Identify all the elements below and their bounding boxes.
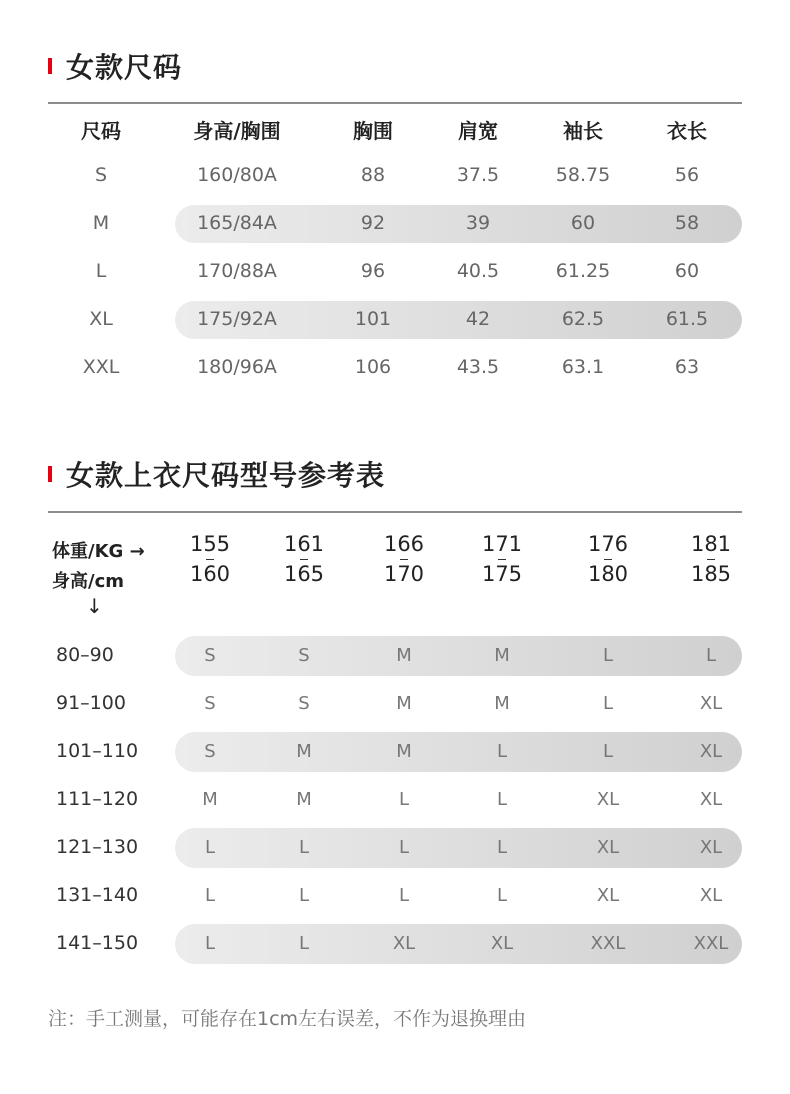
size-cell: L (496, 789, 508, 810)
size-cell: XL (490, 933, 514, 954)
section2-title (48, 454, 385, 494)
size-cell: XXL (693, 933, 729, 954)
size-cell: XL (699, 693, 723, 714)
weight-underline (206, 559, 214, 560)
weight-underline (707, 559, 715, 560)
height-range-label: 141–150 (56, 932, 139, 954)
size-cell: S (204, 645, 216, 666)
column-header: 肩宽 (458, 119, 498, 143)
size-cell: M (396, 645, 412, 666)
weight-value: 176 (587, 532, 629, 556)
weight-value: 181 (690, 532, 732, 556)
height-range-label: 131–140 (56, 884, 139, 906)
table-cell: 43.5 (456, 356, 500, 378)
size-cell: XL (699, 885, 723, 906)
table-cell: 175/92A (197, 308, 277, 330)
table-cell: 42 (465, 308, 491, 330)
height-range-label: 121–130 (56, 836, 139, 858)
size-cell: L (398, 885, 410, 906)
size-label: L (95, 260, 107, 282)
table-cell: 63.1 (561, 356, 605, 378)
table-cell: 170/88A (197, 260, 277, 282)
size-cell: XL (699, 741, 723, 762)
table-cell: 56 (674, 164, 700, 186)
size-cell: M (396, 693, 412, 714)
size-cell: L (298, 837, 310, 858)
height-value: 170 (383, 562, 425, 586)
table-cell: 37.5 (456, 164, 500, 186)
height-range-label: 101–110 (56, 740, 139, 762)
size-cell: XXL (590, 933, 626, 954)
size-cell: XL (699, 789, 723, 810)
size-cell: XL (596, 789, 620, 810)
size-cell: L (602, 645, 614, 666)
row-highlight (175, 636, 742, 676)
table-cell: 160/80A (197, 164, 277, 186)
size-cell: L (496, 885, 508, 906)
size-cell: L (496, 837, 508, 858)
table-cell: 165/84A (197, 212, 277, 234)
table-cell: 61.5 (665, 308, 709, 330)
weight-underline (400, 559, 408, 560)
column-header: 尺码 (81, 119, 121, 143)
weight-underline (498, 559, 506, 560)
size-cell: M (494, 693, 510, 714)
size-cell: XL (596, 837, 620, 858)
table-cell: 58.75 (555, 164, 611, 186)
table-cell: 63 (674, 356, 700, 378)
table-cell: 61.25 (555, 260, 611, 282)
weight-value: 161 (283, 532, 325, 556)
size-cell: M (202, 789, 218, 810)
size-cell: M (396, 741, 412, 762)
row-highlight (175, 924, 742, 964)
height-range-label: 80–90 (56, 644, 114, 666)
column-header: 衣长 (667, 119, 707, 143)
weight-axis-label: 体重/KG → (52, 541, 145, 562)
size-cell: XL (699, 837, 723, 858)
size-cell: S (298, 693, 310, 714)
row-highlight (175, 732, 742, 772)
table-cell: 60 (570, 212, 596, 234)
section1-title (48, 46, 182, 86)
section1-title-text: 女款尺码 (66, 51, 183, 84)
weight-underline (300, 559, 308, 560)
table-cell: 58 (674, 212, 700, 234)
size-cell: S (298, 645, 310, 666)
size-cell: S (204, 693, 216, 714)
table-cell: 96 (360, 260, 386, 282)
size-cell: XL (392, 933, 416, 954)
size-cell: M (296, 789, 312, 810)
section2-title-text: 女款上衣尺码型号参考表 (66, 459, 386, 492)
section2-divider (48, 511, 742, 513)
height-value: 180 (587, 562, 629, 586)
table-cell: 101 (354, 308, 392, 330)
size-cell: L (705, 645, 717, 666)
size-cell: L (204, 837, 216, 858)
height-value: 185 (690, 562, 732, 586)
table-cell: 40.5 (456, 260, 500, 282)
height-value: 175 (481, 562, 523, 586)
size-label: XXL (82, 356, 120, 378)
table-cell: 88 (360, 164, 386, 186)
column-header: 身高/胸围 (193, 119, 281, 143)
size-label: M (92, 212, 110, 234)
height-range-label: 91–100 (56, 692, 126, 714)
size-cell: M (296, 741, 312, 762)
size-cell: L (298, 885, 310, 906)
table-cell: 60 (674, 260, 700, 282)
weight-value: 166 (383, 532, 425, 556)
height-range-label: 111–120 (56, 788, 139, 810)
size-cell: L (398, 837, 410, 858)
size-cell: L (204, 885, 216, 906)
weight-value: 171 (481, 532, 523, 556)
title-accent-bar (48, 466, 52, 482)
size-cell: L (298, 933, 310, 954)
table-cell: 39 (465, 212, 491, 234)
weight-value: 155 (189, 532, 231, 556)
size-cell: M (494, 645, 510, 666)
height-axis-label: 身高/cm (52, 571, 124, 592)
size-cell: L (204, 933, 216, 954)
size-cell: L (602, 693, 614, 714)
height-value: 165 (283, 562, 325, 586)
size-cell: L (602, 741, 614, 762)
height-value: 160 (189, 562, 231, 586)
table-cell: 62.5 (561, 308, 605, 330)
table-cell: 180/96A (197, 356, 277, 378)
title-accent-bar (48, 58, 52, 74)
column-header: 胸围 (353, 119, 393, 143)
down-arrow-icon: ↓ (86, 594, 103, 618)
size-cell: L (398, 789, 410, 810)
size-label: XL (89, 308, 113, 330)
table-cell: 92 (360, 212, 386, 234)
size-cell: L (496, 741, 508, 762)
measurement-note: 注：手工测量，可能存在1cm左右误差，不作为退换理由 (48, 1008, 527, 1030)
weight-underline (604, 559, 612, 560)
size-label: S (94, 164, 108, 186)
table-cell: 106 (354, 356, 392, 378)
section1-divider (48, 102, 742, 104)
size-cell: S (204, 741, 216, 762)
row-highlight (175, 828, 742, 868)
column-header: 袖长 (563, 119, 603, 143)
size-cell: XL (596, 885, 620, 906)
